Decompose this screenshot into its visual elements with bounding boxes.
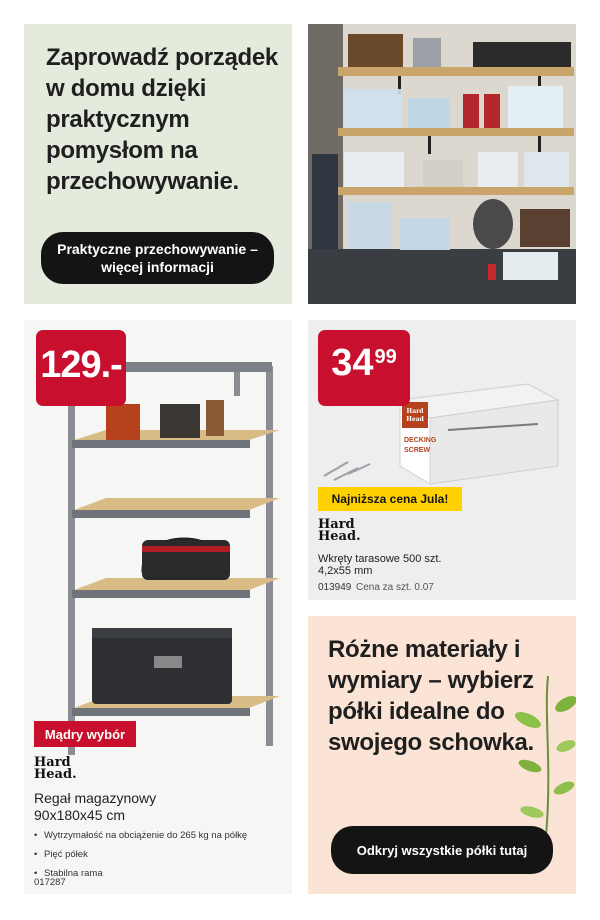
- feature-item: • Stabilna rama: [34, 864, 284, 883]
- box-label-line: SCREW: [404, 447, 431, 454]
- promo-heading: Zaprowadź porządek w domu dzięki praktycznym pomysłom na przechowywanie.: [46, 44, 278, 195]
- price-cents: 99: [374, 346, 397, 368]
- brand-logo: [318, 519, 361, 543]
- brand-line: Head.: [318, 529, 361, 544]
- box-brand-line: Head: [406, 416, 424, 423]
- price-tag: [318, 330, 410, 406]
- explore-shelves-button[interactable]: Odkryj wszystkie półki tutaj: [331, 826, 553, 874]
- storage-info-button[interactable]: Praktyczne przechowywanie – więcej informacji: [41, 232, 274, 284]
- brand-line: Head.: [34, 767, 77, 782]
- smart-choice-badge: Mądry wybór: [34, 721, 136, 747]
- feature-item: • Pięć półek: [34, 845, 284, 864]
- price-main: 34: [331, 342, 374, 384]
- storage-promo-panel: [24, 24, 292, 304]
- product-dimensions: 90x180x45 cm: [34, 807, 126, 823]
- brand-line: Hard: [34, 755, 71, 770]
- brand-line: Hard: [318, 517, 355, 532]
- product-dimensions: 4,2x55 mm: [318, 565, 373, 577]
- lowest-price-badge: Najniższa cena Jula!: [318, 487, 462, 511]
- product-name: Wkręty tarasowe 500 szt.: [318, 553, 442, 565]
- garage-shelves-illustration: [308, 24, 576, 304]
- shelves-promo-panel: [308, 616, 576, 894]
- box-brand-line: Hard: [406, 408, 424, 415]
- feature-list: [34, 826, 284, 883]
- product-name: Regał magazynowy: [34, 790, 157, 806]
- unit-price: Cena za szt. 0.07: [356, 582, 434, 593]
- box-label-line: DECKING: [404, 437, 437, 444]
- metal-shelving-unit-image: [54, 360, 294, 760]
- garage-storage-photo: [308, 24, 576, 304]
- brand-logo: [34, 757, 77, 781]
- product-code: 013949: [318, 582, 352, 593]
- feature-item: • Wytrzymałość na obciążenie do 265 kg na półkę: [34, 826, 284, 845]
- price-tag: 129.-: [36, 330, 126, 406]
- promo-heading: Różne materiały i wymiary – wybierz półki idealne do swojego schowka.: [328, 636, 534, 756]
- product-code: 017287: [34, 877, 66, 888]
